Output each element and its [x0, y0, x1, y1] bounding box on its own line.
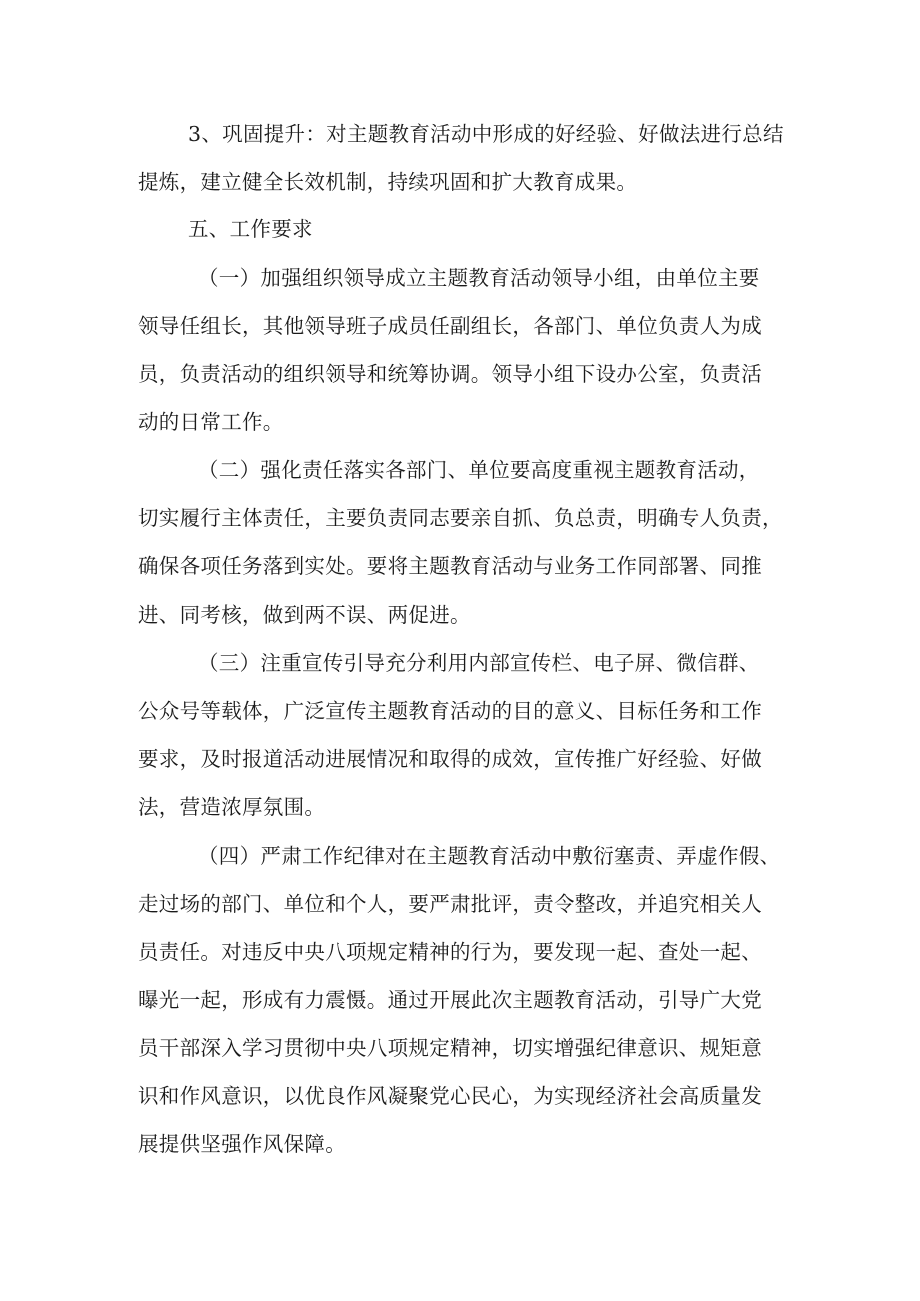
item-1-line-4: 动的日常工作。	[138, 410, 284, 434]
item-4-line-6: 识和作风意识，以优良作风凝聚党心民心，为实现经济社会高质量发	[138, 1084, 762, 1108]
item-4-line-4: 曝光一起，形成有力震慑。通过开展此次主题教育活动，引导广大党	[138, 988, 762, 1012]
item-4-line-5: 员干部深入学习贯彻中央八项规定精神，切实增强纪律意识、规矩意	[138, 1036, 762, 1060]
item-2-line-2: 切实履行主体责任，主要负责同志要亲自抓、负总责，明确专人负责，	[138, 506, 783, 530]
item-4-line-2: 走过场的部门、单位和个人，要严肃批评，责令整改，并追究相关人	[138, 892, 762, 916]
item-3-line-4: 法，营造浓厚氛围。	[138, 795, 326, 819]
paragraph-3-line-1: 3、巩固提升：对主题教育活动中形成的好经验、好做法进行总结	[188, 122, 784, 146]
item-1-line-3: 员，负责活动的组织领导和统筹协调。领导小组下设办公室，负责活	[138, 362, 762, 386]
item-3-line-1: （三）注重宣传引导充分利用内部宣传栏、电子屏、微信群、	[198, 651, 760, 675]
item-3-line-3: 要求，及时报道活动进展情况和取得的成效，宣传推广好经验、好做	[138, 747, 762, 771]
item-1-line-1: （一）加强组织领导成立主题教育活动领导小组，由单位主要	[198, 266, 760, 290]
item-4-line-7: 展提供坚强作风保障。	[138, 1132, 346, 1156]
item-4-line-3: 员责任。对违反中央八项规定精神的行为，要发现一起、查处一起、	[138, 940, 762, 964]
section-heading: 五、工作要求	[188, 217, 313, 241]
paragraph-3-line-2: 提炼，建立健全长效机制，持续巩固和扩大教育成果。	[138, 170, 638, 194]
item-3-line-2: 公众号等载体，广泛宣传主题教育活动的目的意义、目标任务和工作	[138, 699, 762, 723]
item-4-line-1: （四）严肃工作纪律对在主题教育活动中敷衍塞责、弄虚作假、	[198, 844, 781, 868]
item-2-line-1: （二）强化责任落实各部门、单位要高度重视主题教育活动，	[198, 458, 760, 482]
item-1-line-2: 领导任组长，其他领导班子成员任副组长，各部门、单位负责人为成	[138, 314, 762, 338]
item-2-line-3: 确保各项任务落到实处。要将主题教育活动与业务工作同部署、同推	[138, 554, 762, 578]
item-2-line-4: 进、同考核，做到两不误、两促进。	[138, 603, 471, 627]
